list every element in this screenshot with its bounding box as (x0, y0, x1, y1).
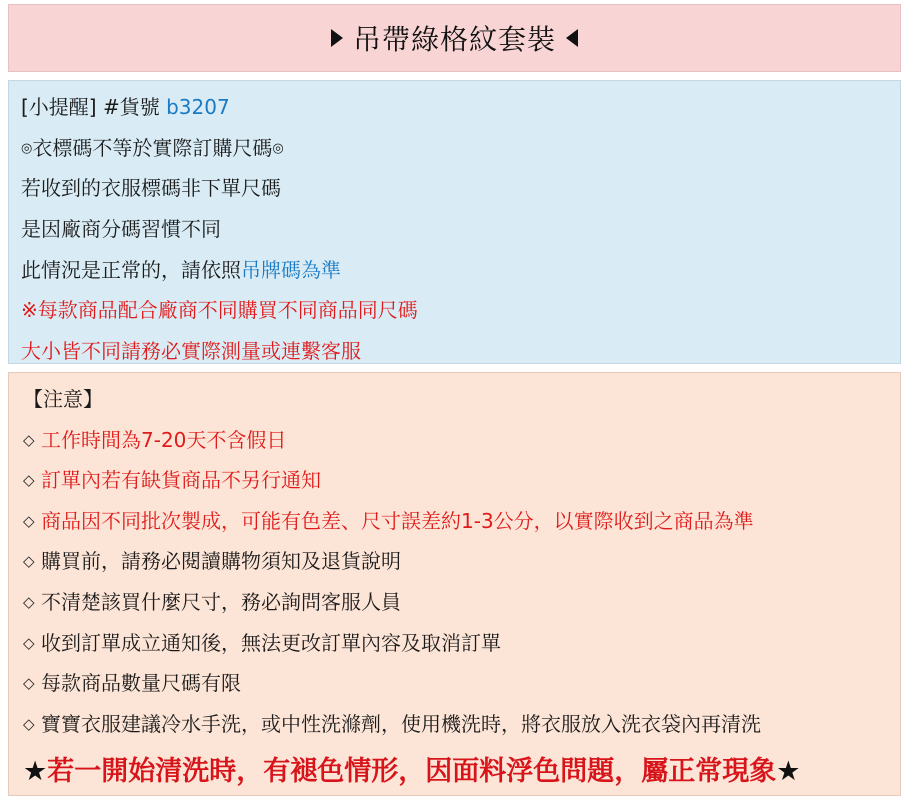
diamond-bullet-icon: ◇ (23, 714, 35, 733)
list-item (23, 460, 900, 501)
reminder-line: 若收到的衣服標碼非下單尺碼 (21, 176, 281, 201)
star-icon: ★ (23, 756, 48, 788)
notice-item-text: 商品因不同批次製成，可能有色差、尺寸誤差約1-3公分，以實際收到之商品為準 (41, 508, 754, 533)
reminder-line (21, 250, 900, 291)
list-item (23, 541, 900, 582)
title-banner (8, 4, 901, 72)
reminder-line: 是因廠商分碼習慣不同 (21, 217, 221, 242)
reminder-line-text: 此情況是正常的，請依照 (21, 257, 241, 282)
reminder-label-line (21, 87, 900, 128)
circle-mark-icon: ◎ (272, 140, 284, 156)
notice-item-text: 購買前，請務必閱讀購物須知及退貨說明 (41, 549, 401, 574)
list-item (23, 623, 900, 664)
diamond-bullet-icon: ◇ (23, 552, 35, 571)
product-code: b3207 (166, 95, 230, 119)
tag-size-highlight: 吊牌碼為準 (241, 257, 341, 282)
list-item (23, 501, 900, 542)
diamond-bullet-icon: ◇ (23, 511, 35, 530)
list-item (23, 582, 900, 623)
reminder-line-tag-text: 衣標碼不等於實際訂購尺碼 (32, 135, 273, 160)
wash-color-notice (23, 748, 900, 796)
diamond-bullet-icon: ◇ (23, 633, 35, 652)
list-item (23, 420, 900, 461)
list-item (23, 663, 900, 704)
circle-mark-icon: ◎ (21, 140, 33, 156)
diamond-bullet-icon: ◇ (23, 674, 35, 693)
notice-item-text: 每款商品數量尺碼有限 (41, 671, 241, 696)
notice-item-text: 不清楚該買什麼尺寸，務必詢問客服人員 (41, 589, 401, 614)
reminder-warning: ※每款商品配合廠商不同購買不同商品同尺碼 (21, 298, 418, 323)
notice-header: 【注意】 (23, 387, 103, 411)
reminder-warning: 大小皆不同請務必實際測量或連繫客服 (21, 339, 361, 364)
notice-item-text: 工作時間為7-20天不含假日 (41, 427, 287, 452)
notice-item-text: 訂單內若有缺貨商品不另行通知 (41, 468, 321, 493)
list-item (23, 704, 900, 745)
reminder-label: [小提醒] #貨號 (21, 95, 167, 119)
triangle-left-icon (566, 29, 578, 47)
wash-color-notice-text: 若一開始清洗時，有褪色情形，因面料浮色問題，屬正常現象 (47, 756, 777, 788)
page-title: 吊帶綠格紋套裝 (352, 23, 556, 56)
reminder-line-tag (21, 128, 900, 169)
diamond-bullet-icon: ◇ (23, 430, 35, 449)
notice-item-text: 收到訂單成立通知後，無法更改訂單內容及取消訂單 (41, 630, 501, 655)
star-icon: ★ (776, 756, 801, 788)
diamond-bullet-icon: ◇ (23, 471, 35, 490)
notice-item-text: 寶寶衣服建議冷水手洗，或中性洗滌劑，使用機洗時，將衣服放入洗衣袋內再清洗 (41, 711, 761, 736)
triangle-right-icon (331, 29, 343, 47)
notice-panel (8, 372, 901, 796)
diamond-bullet-icon: ◇ (23, 592, 35, 611)
reminder-panel (8, 80, 901, 364)
